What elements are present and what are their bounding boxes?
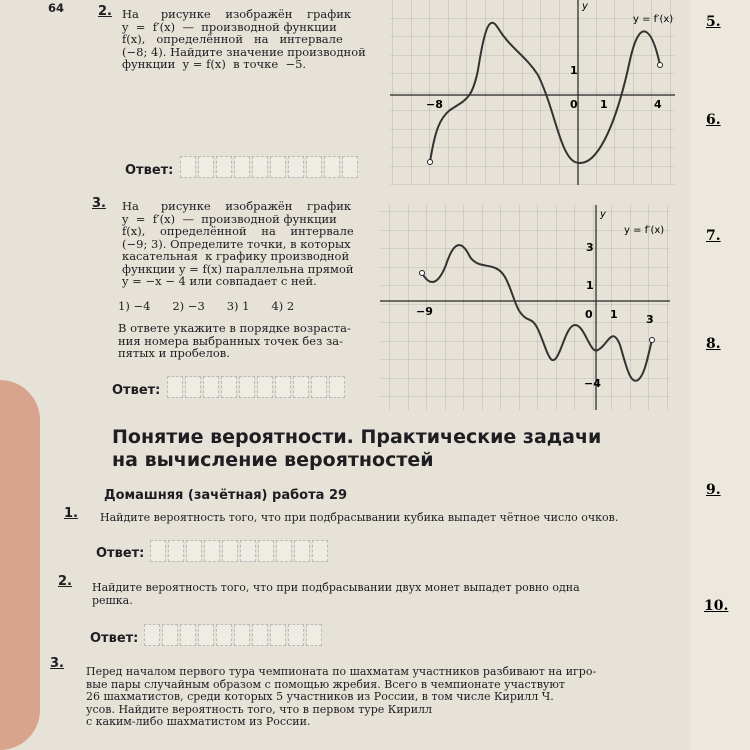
section-subtitle: Домашняя (зачётная) работа 29 <box>104 488 348 503</box>
hw3-text: Перед началом первого тура чемпионата по шахматам участников разбивают на игро- вые пары случайным образом с помощью жребия. Всего в чемпионате участвуют 26 шахматистов, среди которых 5 участников из России, в том числе Кирилл Ч. усов. Найдите вероятность того, что в первом туре Кирилл с каким-либо шахматистом из России. <box>86 665 597 728</box>
hw2-answer-boxes[interactable] <box>144 624 322 646</box>
task3-label: 1 <box>586 279 594 292</box>
task2-label: 4 <box>654 98 662 111</box>
task3-legend: y = f′(x) <box>624 225 665 236</box>
task3-label: 3 <box>646 313 654 326</box>
task3-number: 3. <box>92 196 106 211</box>
side-number: 10. <box>704 598 729 614</box>
finger <box>0 380 40 750</box>
page-number: 64 <box>48 1 65 15</box>
task2-label: −8 <box>426 98 443 111</box>
task2-answer-label: Ответ: <box>125 163 174 178</box>
side-number: 8. <box>706 336 721 352</box>
hw3-number: 3. <box>50 656 64 671</box>
task3-options: 1) −4 2) −3 3) 1 4) 2 <box>118 299 295 313</box>
task2-ylabel: y <box>582 1 588 12</box>
section-title: Понятие вероятности. Практические задачи на вычисление вероятностей <box>112 426 602 471</box>
task2-number: 2. <box>98 4 112 19</box>
task3-endpoint <box>420 271 425 276</box>
task3-label: −9 <box>416 305 433 318</box>
side-number: 7. <box>706 228 721 244</box>
task3-label: −4 <box>584 377 601 390</box>
hw1-answer-boxes[interactable] <box>150 540 328 562</box>
hw1-number: 1. <box>64 506 78 521</box>
task3-endpoint <box>650 338 655 343</box>
task2-text: На рисунке изображён график y = f′(x) — производной функции f(x), определённой на интервале (−8; 4). Найдите значение производной функции y = f(x) в точке −5. <box>122 7 366 71</box>
task3-answer-boxes[interactable] <box>167 376 345 398</box>
task2-label: 0 <box>570 98 578 111</box>
task2-endpoint <box>658 63 663 68</box>
hw2-text: Найдите вероятность того, что при подбрасывании двух монет выпадет ровно одна решка. <box>92 581 580 607</box>
hw1-text: Найдите вероятность того, что при подбрасывании кубика выпадет чётное число очков. <box>100 511 619 524</box>
hw1-answer-label: Ответ: <box>96 546 145 561</box>
side-column <box>690 0 750 750</box>
task2-legend: y = f′(x) <box>633 14 674 25</box>
hw2-number: 2. <box>58 574 72 589</box>
task2-answer-boxes[interactable] <box>180 156 358 178</box>
task3-note: В ответе укажите в порядке возраста- ния номера выбранных точек без за- пятых и пробелов. <box>118 321 351 360</box>
task3-text: На рисунке изображён график y = f′(x) — производной функции f(x), определённой на интервале (−9; 3). Определите точки, в которых касательная к графику производной функции y = f(x) параллельна прямой y = −x − 4 или совпадает с ней. <box>122 199 354 288</box>
task3-ylabel: y <box>600 209 606 220</box>
task2-label: 1 <box>570 64 578 77</box>
task2-endpoint <box>428 160 433 165</box>
side-number: 5. <box>706 14 721 30</box>
hw2-answer-label: Ответ: <box>90 631 139 646</box>
task2-label: 1 <box>600 98 608 111</box>
task3-answer-label: Ответ: <box>112 383 161 398</box>
side-number: 6. <box>706 112 721 128</box>
task3-graph <box>380 205 675 410</box>
task3-label: 0 <box>585 308 593 321</box>
side-number: 9. <box>706 482 721 498</box>
task3-label: 3 <box>586 241 594 254</box>
task2-graph <box>390 0 680 185</box>
task3-label: 1 <box>610 308 618 321</box>
